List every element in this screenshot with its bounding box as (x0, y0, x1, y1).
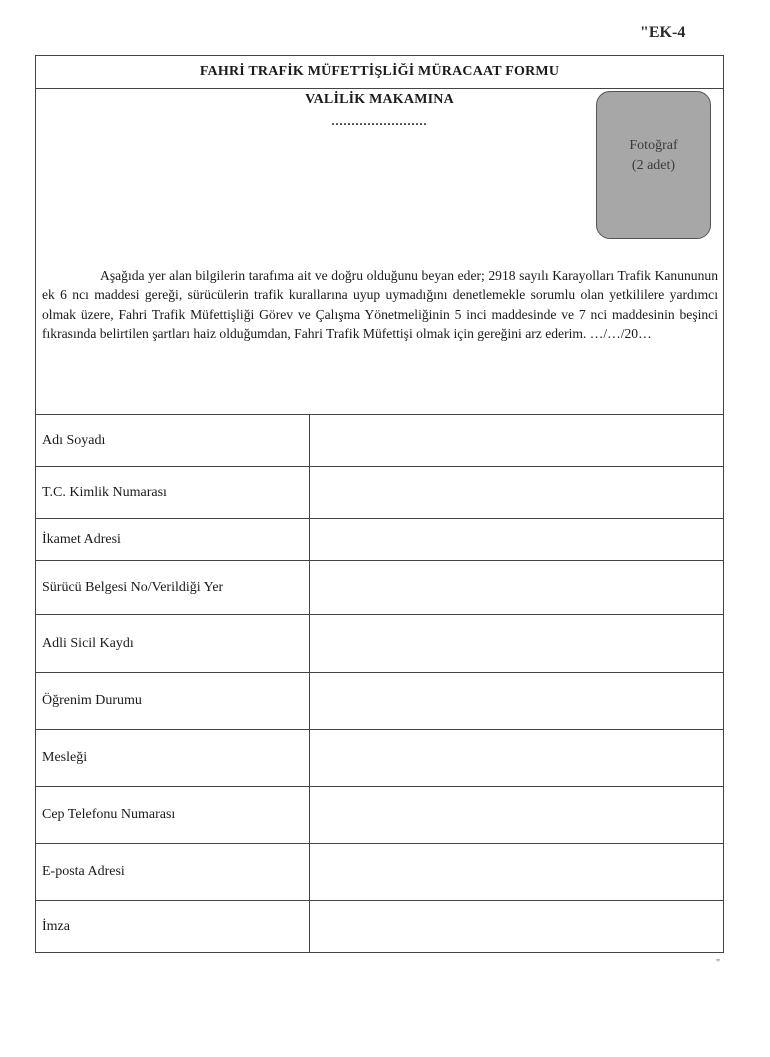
field-label-occupation: Mesleği (36, 730, 310, 786)
table-row (36, 786, 723, 843)
declaration-text: Aşağıda yer alan bilgilerin tarafıma ait ve doğru olduğunu beyan eder; 2918 sayılı Karayolları Trafik Kanununun ek 6 ncı maddesi gereği, sürücülerin trafik kurallarına uyup uymadığını denetlemekle sorumlu olan yetkililere yardımcı olmak üzere, Fahri Trafik Müfettişliği Görev ve Çalışma Yönetmeliğinin 5 inci maddesinde ve 7 nci maddesinin beşinci fıkrasında belirtilen şartları haiz olduğumdan, Fahri Trafik Müfettişi olmak için gereğini arz ederim. …/…/20… (42, 268, 718, 341)
field-label-criminal-record: Adli Sicil Kaydı (36, 615, 310, 672)
field-value-driver-license[interactable] (310, 561, 723, 614)
field-value-education[interactable] (310, 673, 723, 729)
field-label-residence-address: İkamet Adresi (36, 519, 310, 560)
table-row (36, 518, 723, 560)
table-row (36, 614, 723, 672)
field-label-driver-license: Sürücü Belgesi No/Verildiği Yer (36, 561, 310, 614)
application-form (35, 55, 724, 953)
field-value-national-id[interactable] (310, 467, 723, 518)
photo-label: Fotoğraf (629, 138, 678, 153)
field-label-signature: İmza (36, 901, 310, 953)
field-label-mobile-phone: Cep Telefonu Numarası (36, 787, 310, 843)
photo-count: (2 adet) (631, 158, 676, 173)
table-row (36, 466, 723, 518)
field-label-education: Öğrenim Durumu (36, 673, 310, 729)
addressee-dots: ........................ (331, 114, 428, 128)
field-label-email: E-posta Adresi (36, 844, 310, 900)
field-value-mobile-phone[interactable] (310, 787, 723, 843)
field-value-signature[interactable] (310, 901, 723, 953)
form-title: FAHRİ TRAFİK MÜFETTİŞLİĞİ MÜRACAAT FORMU (36, 56, 723, 89)
table-row (36, 843, 723, 900)
field-value-occupation[interactable] (310, 730, 723, 786)
table-row (36, 560, 723, 614)
photo-placeholder (596, 91, 711, 239)
annex-label: "EK-4 (640, 24, 686, 41)
field-label-full-name: Adı Soyadı (36, 415, 310, 466)
field-value-residence-address[interactable] (310, 519, 723, 560)
table-row (36, 672, 723, 729)
table-row (36, 414, 723, 466)
info-table (36, 414, 723, 953)
addressee: VALİLİK MAKAMINA (305, 92, 454, 107)
table-row (36, 900, 723, 953)
field-value-email[interactable] (310, 844, 723, 900)
field-label-national-id: T.C. Kimlik Numarası (36, 467, 310, 518)
table-row (36, 729, 723, 786)
closing-quote-mark: " (716, 958, 721, 969)
field-value-full-name[interactable] (310, 415, 723, 466)
field-value-criminal-record[interactable] (310, 615, 723, 672)
